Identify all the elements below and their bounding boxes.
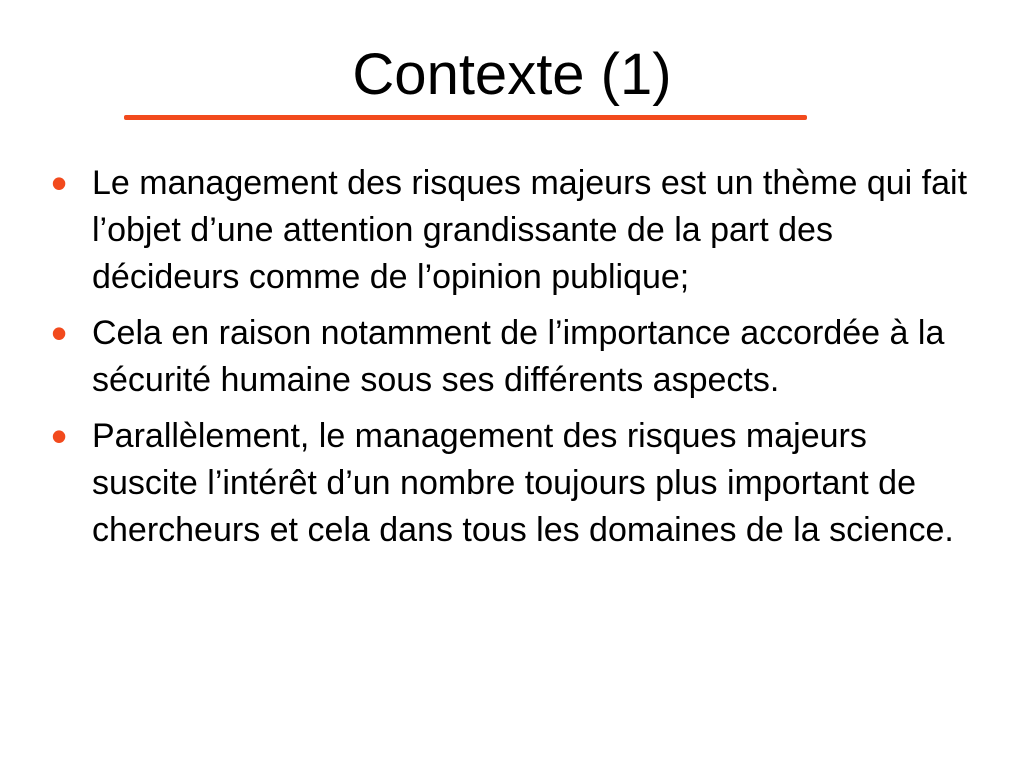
bullet-dot-icon: • — [51, 307, 68, 359]
bullet-item-3 — [51, 410, 982, 554]
slide-title: Contexte (1) — [352, 42, 672, 107]
bullet-text: Cela en raison notamment de l’importance accordée à la sécurité humaine sous ses différents aspects. — [92, 314, 945, 399]
title-underline — [124, 115, 807, 120]
bullet-dot-icon: • — [51, 157, 68, 209]
bullet-item-1 — [51, 157, 982, 301]
bullet-text: Parallèlement, le management des risques majeurs suscite l’intérêt d’un nombre toujours plus important de chercheurs et cela dans tous les domaines de la science. — [92, 417, 954, 549]
bullet-list — [51, 157, 982, 563]
bullet-item-2 — [51, 307, 982, 404]
bullet-text: Le management des risques majeurs est un thème qui fait l’objet d’une attention grandissante de la part des décideurs comme de l’opinion publique; — [92, 164, 968, 296]
bullet-dot-icon: • — [51, 410, 68, 462]
